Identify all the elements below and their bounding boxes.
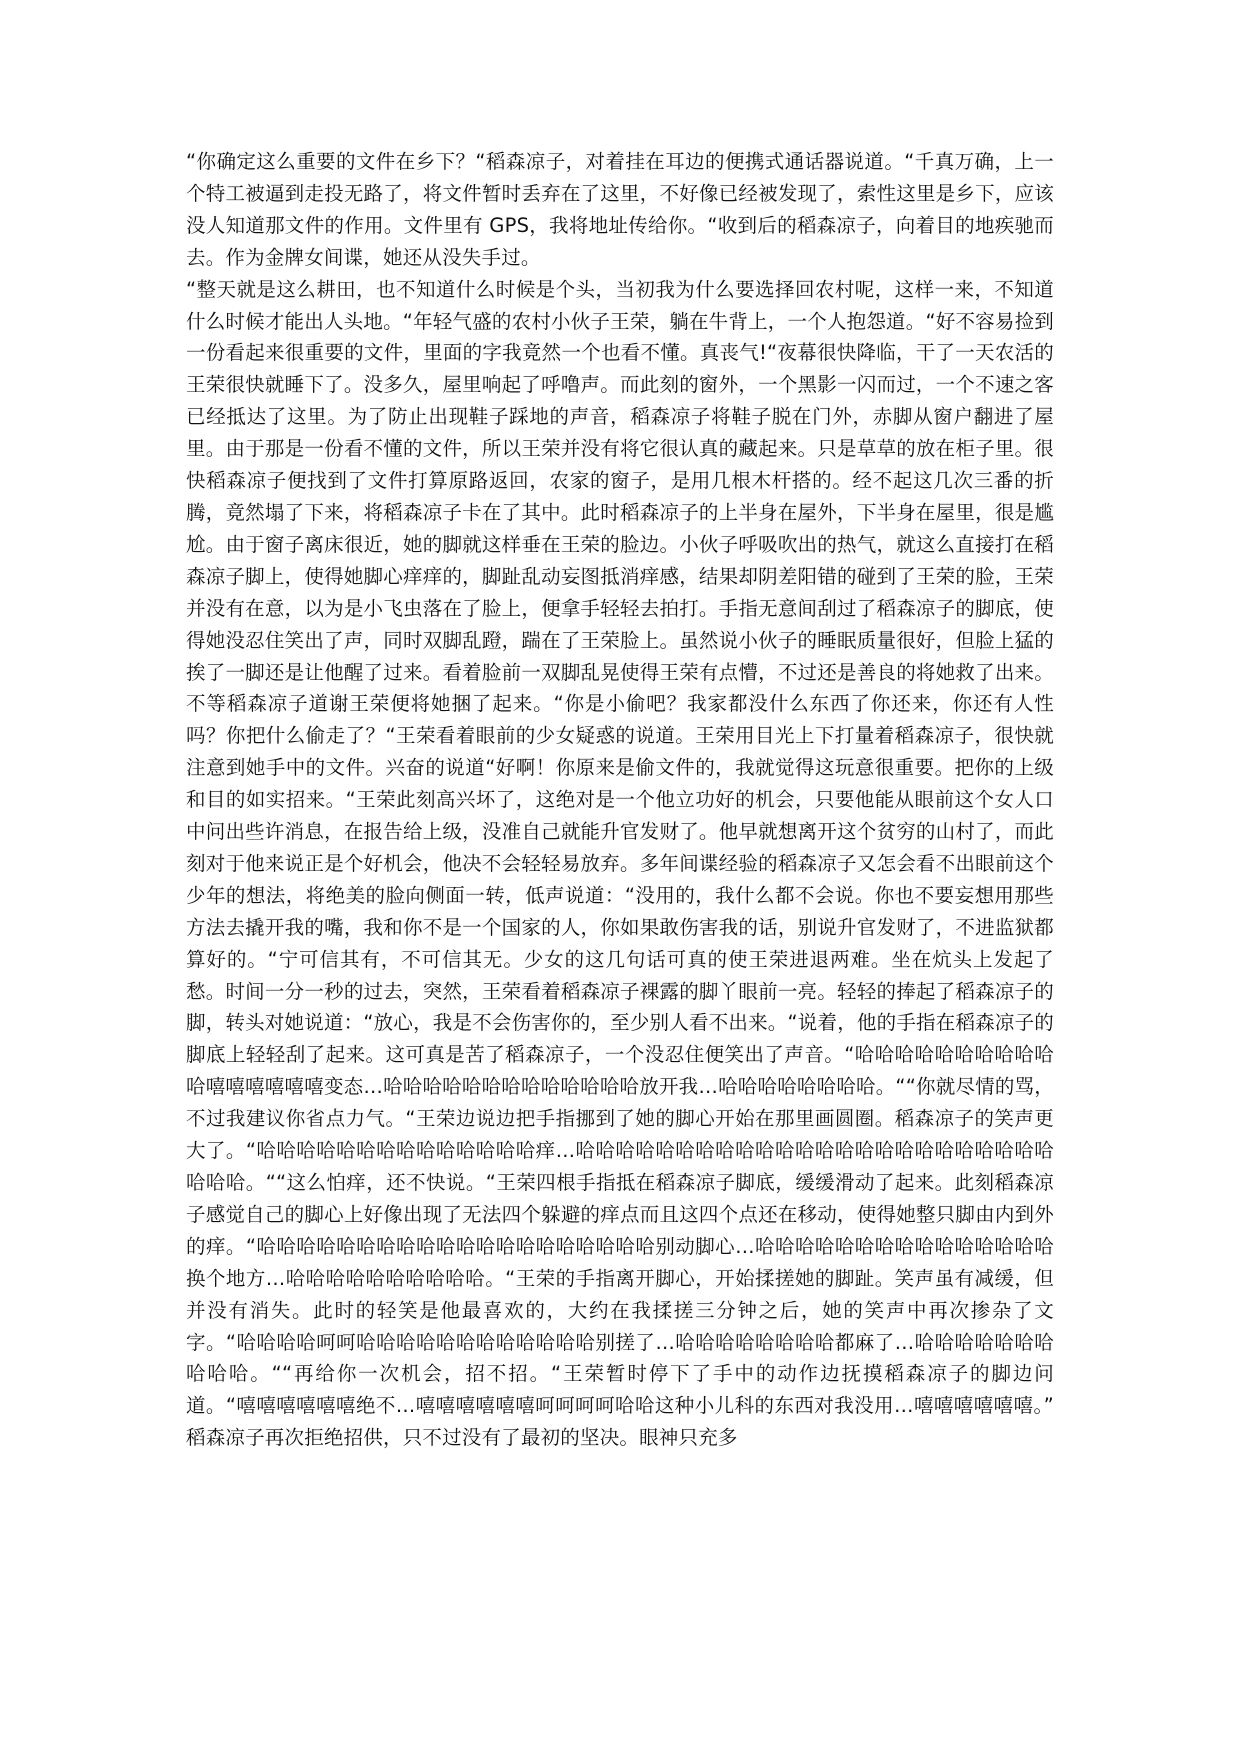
paragraph-1: “你确定这么重要的文件在乡下？“稻森凉子，对着挂在耳边的便携式通话器说道。“千真万确，上一个特工被逼到走投无路了，将文件暂时丢弃在了这里，不好像已经被发现了，索性这里是乡下，应该没人知道那文件的作用。文件里有 GPS，我将地址传给你。“收到后的稻森凉子，向着目的地疾驰而去。作为金牌女间谍，她还从没失手过。	[186, 150, 1054, 269]
body-text	[186, 146, 1054, 1454]
paragraph-2: “整天就是这么耕田，也不知道什么时候是个头，当初我为什么要选择回农村呢，这样一来，不知道什么时候才能出人头地。“年轻气盛的农村小伙子王荣，躺在牛背上，一个人抱怨道。“好不容易捡到一份看起来很重要的文件，里面的字我竟然一个也看不懂。真丧气!“夜幕很快降临，干了一天农活的王荣很快就睡下了。没多久，屋里响起了呼噜声。而此刻的窗外，一个黑影一闪而过，一个不速之客已经抵达了这里。为了防止出现鞋子踩地的声音，稻森凉子将鞋子脱在门外，赤脚从窗户翻进了屋里。由于那是一份看不懂的文件，所以王荣并没有将它很认真的藏起来。只是草草的放在柜子里。很快稻森凉子便找到了文件打算原路返回，农家的窗子，是用几根木杆搭的。经不起这几次三番的折腾，竟然塌了下来，将稻森凉子卡在了其中。此时稻森凉子的上半身在屋外，下半身在屋里，很是尴尬。由于窗子离床很近，她的脚就这样垂在王荣的脸边。小伙子呼吸吹出的热气，就这么直接打在稻森凉子脚上，使得她脚心痒痒的，脚趾乱动妄图抵消痒感，结果却阴差阳错的碰到了王荣的脸，王荣并没有在意，以为是小飞虫落在了脸上，便拿手轻轻去拍打。手指无意间刮过了稻森凉子的脚底，使得她没忍住笑出了声，同时双脚乱蹬，踹在了王荣脸上。虽然说小伙子的睡眠质量很好，但脸上猛的挨了一脚还是让他醒了过来。看着脸前一双脚乱晃使得王荣有点懵，不过还是善良的将她救了出来。不等稻森凉子道谢王荣便将她捆了起来。“你是小偷吧？我家都没什么东西了你还来，你还有人性吗？你把什么偷走了？“王荣看着眼前的少女疑惑的说道。王荣用目光上下打量着稻森凉子，很快就注意到她手中的文件。兴奋的说道“好啊！你原来是偷文件的，我就觉得这玩意很重要。把你的上级和目的如实招来。“王荣此刻高兴坏了，这绝对是一个他立功好的机会，只要他能从眼前这个女人口中问出些许消息，在报告给上级，没准自己就能升官发财了。他早就想离开这个贫穷的山村了，而此刻对于他来说正是个好机会，他决不会轻轻易放弃。多年间谍经验的稻森凉子又怎会看不出眼前这个少年的想法，将绝美的脸向侧面一转，低声说道：“没用的，我什么都不会说。你也不要妄想用那些方法去撬开我的嘴，我和你不是一个国家的人，你如果敢伤害我的话，别说升官发财了，不进监狱都算好的。“宁可信其有，不可信其无。少女的这几句话可真的使王荣进退两难。坐在炕头上发起了愁。时间一分一秒的过去，突然，王荣看着稻森凉子裸露的脚丫眼前一亮。轻轻的捧起了稻森凉子的脚，转头对她说道：“放心，我是不会伤害你的，至少别人看不出来。“说着，他的手指在稻森凉子的脚底上轻轻刮了起来。这可真是苦了稻森凉子，一个没忍住便笑出了声音。“哈哈哈哈哈哈哈哈哈哈哈嘻嘻嘻嘻嘻嘻变态…哈哈哈哈哈哈哈哈哈哈哈哈哈放开我…哈哈哈哈哈哈哈哈。““你就尽情的骂，不过我建议你省点力气。“王荣边说边把手指挪到了她的脚心开始在那里画圆圈。稻森凉子的笑声更大了。“哈哈哈哈哈哈哈哈哈哈哈哈哈哈痒…哈哈哈哈哈哈哈哈哈哈哈哈哈哈哈哈哈哈哈哈哈哈哈哈哈哈哈。““这么怕痒，还不快说。“王荣四根手指抵在稻森凉子脚底，缓缓滑动了起来。此刻稻森凉子感觉自己的脚心上好像出现了无法四个躲避的痒点而且这四个点还在移动，使得她整只脚由内到外的痒。“哈哈哈哈哈哈哈哈哈哈哈哈哈哈哈哈哈哈哈哈别动脚心…哈哈哈哈哈哈哈哈哈哈哈哈哈哈哈换个地方…哈哈哈哈哈哈哈哈哈哈。“王荣的手指离开脚心，开始揉搓她的脚趾。笑声虽有减缓，但并没有消失。此时的轻笑是他最喜欢的，大约在我揉搓三分钟之后，她的笑声中再次掺杂了文字。“哈哈哈哈呵呵哈哈哈哈哈哈哈哈哈哈哈哈别搓了…哈哈哈哈哈哈哈哈都麻了…哈哈哈哈哈哈哈哈哈哈。““再给你一次机会，招不招。“王荣暂时停下了手中的动作边抚摸稻森凉子的脚边问道。“嘻嘻嘻嘻嘻嘻绝不…嘻嘻嘻嘻嘻嘻呵呵呵呵哈哈这种小儿科的东西对我没用…嘻嘻嘻嘻嘻嘻。” 稻森凉子再次拒绝招供，只不过没有了最初的坚决。眼神只充多	[186, 277, 1054, 1450]
